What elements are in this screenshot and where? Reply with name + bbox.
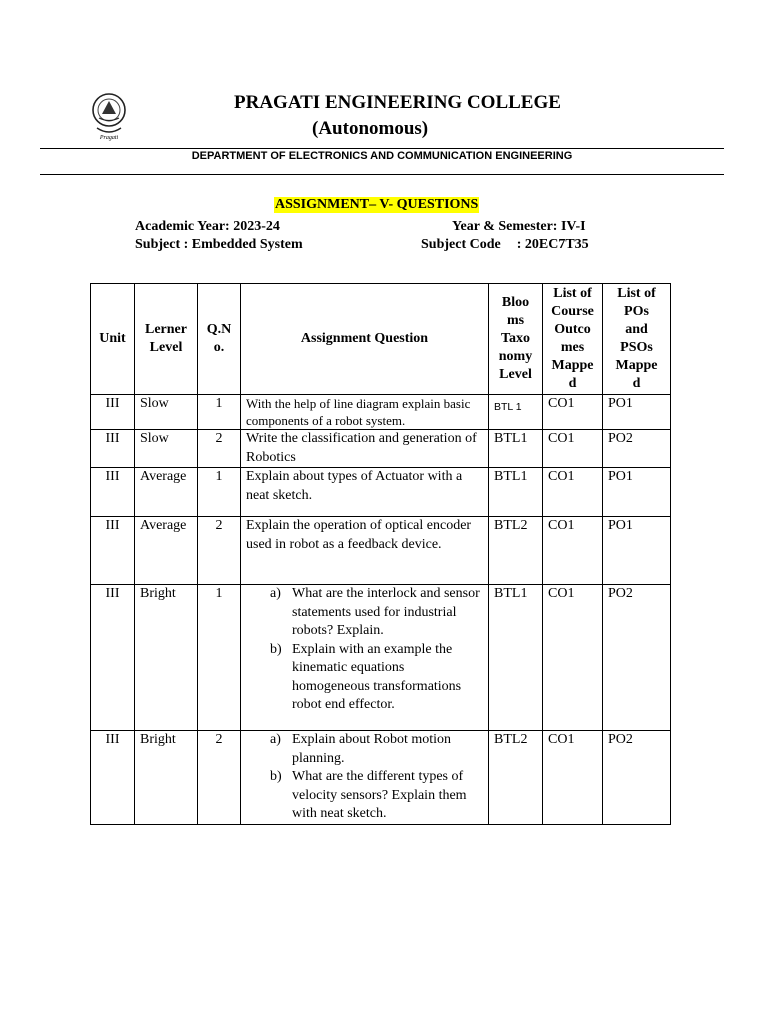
table-header-row bbox=[91, 284, 671, 395]
assignment-questions-table bbox=[90, 283, 671, 825]
subject-code-value: : 20EC7T35 bbox=[516, 237, 589, 252]
cell-po: PO2 bbox=[603, 430, 671, 468]
cell-btl: BTL1 bbox=[489, 585, 543, 731]
cell-qno: 1 bbox=[198, 468, 241, 517]
cell-qno: 1 bbox=[198, 585, 241, 731]
cell-unit: III bbox=[91, 395, 135, 430]
cell-btl: BTL1 bbox=[489, 468, 543, 517]
header-pos-psos: List of POs and PSOs Mappe d bbox=[603, 284, 671, 395]
sub-question-marker: b) bbox=[270, 641, 282, 657]
table-row bbox=[91, 395, 671, 430]
cell-co: CO1 bbox=[543, 731, 603, 825]
cell-question: Explain about types of Actuator with a neat sketch. bbox=[241, 468, 489, 517]
cell-co: CO1 bbox=[543, 468, 603, 517]
cell-btl: BTL2 bbox=[489, 731, 543, 825]
logo-text: Pragati bbox=[99, 135, 119, 141]
sub-question-marker: a) bbox=[270, 732, 281, 747]
cell-unit: III bbox=[91, 517, 135, 585]
sub-question-a: a) Explain about Robot motion planning. bbox=[270, 732, 452, 766]
sub-question-b: b) What are the different types of velocity sensors? Explain them with neat sketch. bbox=[270, 769, 467, 821]
cell-qno: 2 bbox=[198, 731, 241, 825]
subject: Subject : Embedded System bbox=[135, 237, 303, 252]
header-blooms: Bloo ms Taxo nomy Level bbox=[489, 284, 543, 395]
header-unit: Unit bbox=[91, 284, 135, 395]
cell-po: PO2 bbox=[603, 585, 671, 731]
cell-level: Slow bbox=[135, 430, 198, 468]
cell-btl: BTL1 bbox=[489, 430, 543, 468]
sub-question-b: b) Explain with an example the kinematic equations homogeneous transformations robot end effector. bbox=[270, 641, 462, 712]
academic-year: Academic Year: 2023-24 bbox=[135, 219, 280, 234]
cell-question bbox=[241, 585, 489, 731]
cell-unit: III bbox=[91, 585, 135, 731]
cell-level: Average bbox=[135, 468, 198, 517]
cell-btl: BTL 1 bbox=[489, 395, 543, 430]
cell-po: PO2 bbox=[603, 731, 671, 825]
sub-question-marker: b) bbox=[270, 769, 282, 784]
table-row bbox=[91, 731, 671, 825]
cell-qno: 1 bbox=[198, 395, 241, 430]
cell-co: CO1 bbox=[543, 517, 603, 585]
assignment-title: ASSIGNMENT– V- QUESTIONS bbox=[275, 197, 479, 212]
cell-unit: III bbox=[91, 468, 135, 517]
cell-qno: 2 bbox=[198, 430, 241, 468]
sub-question-list bbox=[246, 585, 483, 715]
college-name: PRAGATI ENGINEERING COLLEGE bbox=[234, 92, 561, 113]
cell-level: Bright bbox=[135, 731, 198, 825]
header-course-outcomes: List of Course Outco mes Mappe d bbox=[543, 284, 603, 395]
cell-question: With the help of line diagram explain basic components of a robot system. bbox=[241, 395, 489, 430]
college-subtitle: (Autonomous) bbox=[312, 118, 429, 139]
header-qno: Q.N o. bbox=[198, 284, 241, 395]
cell-level: Slow bbox=[135, 395, 198, 430]
cell-question: Write the classification and generation of Robotics bbox=[241, 430, 489, 468]
cell-co: CO1 bbox=[543, 395, 603, 430]
college-emblem-icon bbox=[88, 92, 130, 142]
table-row bbox=[91, 585, 671, 731]
cell-level: Bright bbox=[135, 585, 198, 731]
cell-level: Average bbox=[135, 517, 198, 585]
sub-question-list bbox=[246, 731, 483, 824]
cell-unit: III bbox=[91, 731, 135, 825]
table-row bbox=[91, 430, 671, 468]
cell-unit: III bbox=[91, 430, 135, 468]
cell-question: Explain the operation of optical encoder used in robot as a feedback device. bbox=[241, 517, 489, 585]
cell-btl: BTL2 bbox=[489, 517, 543, 585]
header-divider-bottom bbox=[40, 174, 724, 175]
header-divider-top bbox=[40, 148, 724, 149]
sub-question-a: a) What are the interlock and sensor statements used for industrial robots? Explain. bbox=[270, 586, 480, 638]
year-semester: Year & Semester: IV-I bbox=[452, 219, 586, 234]
header-question: Assignment Question bbox=[241, 284, 489, 395]
cell-co: CO1 bbox=[543, 430, 603, 468]
sub-question-marker: a) bbox=[270, 586, 281, 601]
cell-question bbox=[241, 731, 489, 825]
header-learner-level: Lerner Level bbox=[135, 284, 198, 395]
table-row bbox=[91, 517, 671, 585]
department-name: DEPARTMENT OF ELECTRONICS AND COMMUNICATION ENGINEERING bbox=[191, 150, 573, 162]
cell-qno: 2 bbox=[198, 517, 241, 585]
cell-co: CO1 bbox=[543, 585, 603, 731]
cell-po: PO1 bbox=[603, 517, 671, 585]
cell-po: PO1 bbox=[603, 395, 671, 430]
table-row bbox=[91, 468, 671, 517]
subject-code-label: Subject Code bbox=[421, 237, 501, 252]
subject-code bbox=[421, 237, 589, 253]
cell-po: PO1 bbox=[603, 468, 671, 517]
